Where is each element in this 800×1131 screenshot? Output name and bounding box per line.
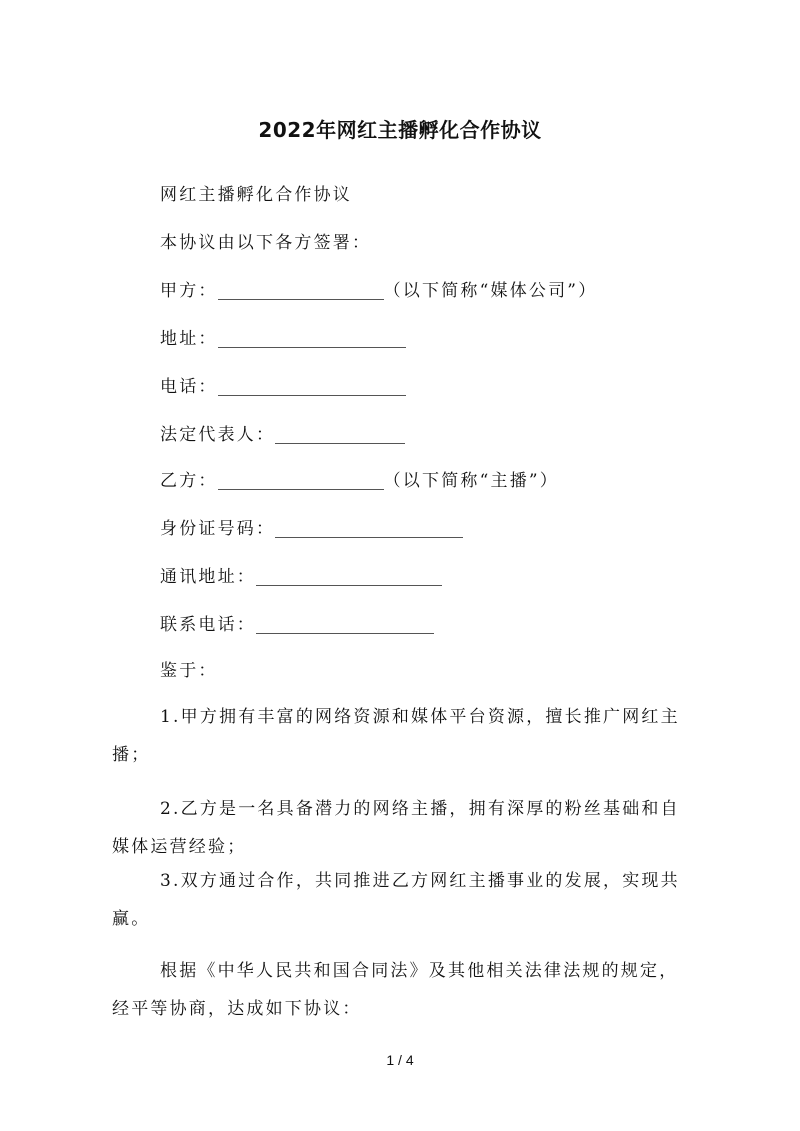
contact-phone-blank — [256, 615, 434, 634]
phone-line — [160, 372, 406, 397]
party-b-line — [160, 466, 559, 491]
legal-rep-line — [160, 420, 405, 445]
clause-3: 3.双方通过合作，共同推进乙方网红主播事业的发展，实现共赢。 — [112, 871, 680, 929]
party-b-note: （以下简称“主播”） — [383, 471, 559, 491]
document-title: 2022年网红主播孵化合作协议 — [258, 118, 542, 142]
legal-rep-blank — [275, 425, 405, 444]
clause-1: 1.甲方拥有丰富的网络资源和媒体平台资源，擅长推广网红主播； — [112, 707, 680, 765]
contact-phone-line — [160, 610, 434, 635]
id-line — [160, 514, 463, 539]
page-number: 1 / 4 — [386, 1052, 414, 1068]
phone-label: 电话： — [160, 377, 218, 397]
mail-address-blank — [256, 567, 442, 586]
party-a-note: （以下简称“媒体公司”） — [383, 281, 598, 301]
contact-phone-label: 联系电话： — [160, 615, 256, 635]
party-b-blank — [218, 471, 384, 490]
intro-line: 本协议由以下各方签署： — [160, 233, 372, 253]
subtitle: 网红主播孵化合作协议 — [160, 185, 352, 205]
address-label: 地址： — [160, 329, 218, 349]
party-a-blank — [218, 281, 384, 300]
address-blank — [218, 329, 406, 348]
party-a-line — [160, 276, 597, 301]
mail-address-label: 通讯地址： — [160, 567, 256, 587]
address-line — [160, 324, 406, 349]
party-b-label: 乙方： — [160, 471, 218, 491]
phone-blank — [218, 377, 406, 396]
whereas-line: 鉴于： — [160, 661, 218, 681]
party-a-label: 甲方： — [160, 281, 218, 301]
id-blank — [275, 519, 463, 538]
legal-rep-label: 法定代表人： — [160, 425, 276, 445]
clause-2: 2.乙方是一名具备潜力的网络主播，拥有深厚的粉丝基础和自媒体运营经验； — [112, 799, 680, 857]
legal-basis: 根据《中华人民共和国合同法》及其他相关法律法规的规定，经平等协商，达成如下协议： — [112, 961, 679, 1019]
id-label: 身份证号码： — [160, 519, 276, 539]
mail-address-line — [160, 562, 442, 587]
